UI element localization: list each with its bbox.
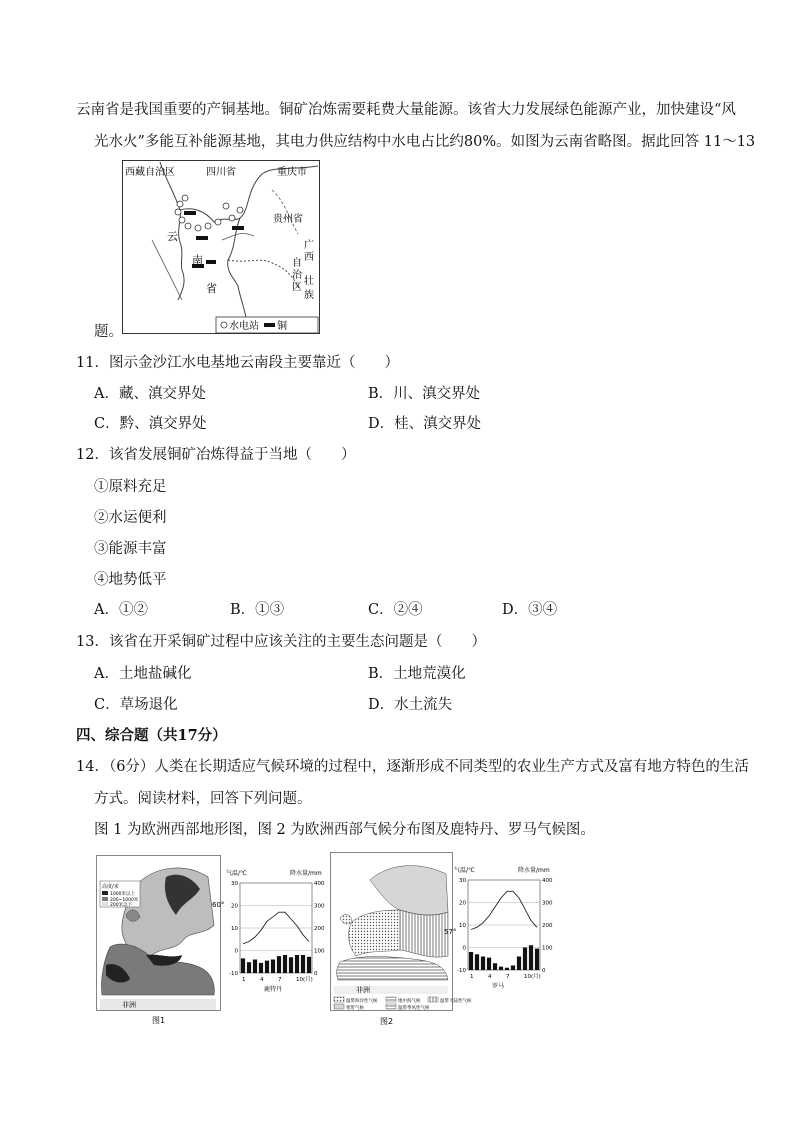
q12-item-4: ④地势低平 (94, 572, 167, 588)
label-guangxi-4: 族 (304, 290, 314, 301)
altitude-legend-3: 200米以下 (110, 903, 133, 908)
rotterdam-temp-tick: -10 (229, 971, 238, 977)
rome-precip-bar (535, 949, 539, 970)
q11-option-a[interactable]: A．藏、滇交界处 (94, 386, 206, 402)
climate-legend-1: 温带海洋性气候 (346, 999, 378, 1004)
figure-1 (96, 855, 328, 1025)
q13-option-b[interactable]: B．土地荒漠化 (368, 666, 466, 682)
rotterdam-precip-bar (265, 961, 269, 973)
rome-precip-bar (493, 963, 497, 970)
figure-2 (330, 852, 553, 1027)
fig2-caption: 图2 (380, 1017, 394, 1026)
altitude-legend-title: 高度/米 (102, 884, 119, 890)
rotterdam-precip-tick: 0 (314, 971, 318, 977)
rotterdam-precip-bar (241, 958, 245, 973)
q12-item-3: ③能源丰富 (94, 541, 167, 557)
q12-item-1: ①原料充足 (94, 479, 167, 495)
q13-stem: 13．该省在开采铜矿过程中应该关注的主要生态问题是（ ） (76, 634, 486, 650)
intro-line-2: 光水火”多能互补能源基地，其电力供应结构中水电占比约80%。如图为云南省略图。据此回答 11～13 (94, 134, 756, 150)
rotterdam-precip-bar (259, 963, 263, 973)
rotterdam-precip-bar (301, 955, 305, 973)
q13-option-c[interactable]: C．草场退化 (94, 697, 178, 713)
intro-line-1: 云南省是我国重要的产铜基地。铜矿冶炼需要耗费大量能源。该省大力发展绿色能源产业，加快建设“风 (76, 102, 736, 118)
rome-precip-bar (487, 958, 491, 970)
label-tibet: 西藏自治区 (125, 167, 175, 178)
legend-hydro: 水电站 (229, 321, 259, 332)
rotterdam-precip-axis-label: 降水量/mm (290, 870, 322, 877)
rotterdam-month-tick: 10(月) (296, 977, 313, 983)
rome-precip-bar (511, 966, 515, 971)
q14-stem-line-3: 图 1 为欧洲西部地形图，图 2 为欧洲西部气候分布图及鹿特丹、罗马气候图。 (94, 822, 595, 838)
rotterdam-precip-tick: 100 (314, 948, 325, 955)
rome-month-tick: 7 (506, 974, 510, 980)
rotterdam-precip-bar (253, 960, 257, 974)
rotterdam-temp-tick: 10 (231, 926, 238, 932)
q12-option-c[interactable]: C．②④ (368, 602, 423, 618)
rome-precip-bar (517, 957, 521, 971)
fig1-lat-label: 60° (212, 901, 225, 909)
fig2-africa-label: 非洲 (356, 986, 370, 994)
rotterdam-temp-tick: 30 (231, 881, 238, 887)
rome-precip-bar (475, 954, 479, 970)
rotterdam-precip-bar (277, 956, 281, 973)
q12-option-b[interactable]: B．①③ (230, 602, 285, 618)
rotterdam-temp-tick: 0 (234, 948, 238, 955)
rome-climograph (454, 866, 553, 990)
rome-precip-bar (529, 945, 533, 970)
rotterdam-precip-bar (307, 957, 311, 973)
rome-temp-tick: 0 (462, 945, 466, 952)
q12-option-d[interactable]: D．③④ (502, 602, 558, 618)
rome-temp-axis-label: 气温/℃ (454, 867, 475, 874)
rome-city-name: 罗马 (492, 983, 505, 990)
section-4-title: 四、综合题（共17分） (76, 727, 227, 744)
rotterdam-temp-tick: 20 (231, 903, 238, 910)
rotterdam-precip-bar (289, 957, 293, 973)
climate-legend-3: 温带大陆性气候 (440, 999, 472, 1004)
label-guangxi-5: 自 (292, 258, 302, 269)
rotterdam-month-tick: 4 (260, 977, 264, 983)
rome-precip-tick: 200 (542, 923, 553, 929)
label-guangxi-3: 壮 (304, 276, 314, 287)
q12-option-a[interactable]: A．①② (94, 602, 148, 618)
q11-option-b[interactable]: B．川、滇交界处 (368, 386, 481, 402)
q11-stem: 11．图示金沙江水电基地云南段主要靠近（ ） (76, 355, 399, 371)
rotterdam-city-name: 鹿特丹 (264, 986, 283, 993)
q14-stem-line-1: 14．（6分）人类在长期适应气候环境的过程中，逐渐形成不同类型的农业生产方式及富有地方特色的生活 (76, 759, 749, 775)
label-guangxi-6: 治 (292, 270, 302, 281)
q11-option-d[interactable]: D．桂、滇交界处 (368, 416, 482, 432)
q13-option-d[interactable]: D．水土流失 (368, 697, 453, 713)
fig1-caption: 图1 (152, 1016, 166, 1025)
legend-copper: 铜 (277, 321, 287, 332)
rome-month-tick: 1 (470, 974, 474, 980)
label-sichuan: 四川省 (206, 167, 236, 178)
q12-stem: 12．该省发展铜矿冶炼得益于当地（ ） (76, 447, 356, 463)
rome-precip-tick: 100 (542, 945, 553, 952)
rotterdam-precip-tick: 200 (314, 926, 325, 932)
rotterdam-month-tick: 1 (242, 977, 246, 983)
rome-precip-tick: 400 (542, 878, 553, 884)
rome-temp-tick: 10 (459, 923, 466, 929)
rome-precip-bar (469, 952, 473, 970)
rome-precip-tick: 300 (542, 900, 553, 907)
hydro-station-icon (221, 322, 227, 328)
rotterdam-precip-bar (247, 962, 251, 973)
rotterdam-precip-bar (271, 960, 275, 974)
copper-mine-icon (264, 323, 275, 327)
rotterdam-precip-tick: 300 (314, 903, 325, 910)
label-yun: 云 (167, 230, 178, 243)
rome-temp-tick: 20 (459, 900, 466, 907)
q12-item-2: ②水运便利 (94, 510, 167, 526)
label-guangxi-2: 西 (304, 252, 314, 263)
rome-precip-tick: 0 (542, 968, 546, 974)
label-guizhou: 贵州省 (273, 214, 303, 225)
rome-month-tick: 10(月) (524, 974, 541, 980)
fig2-lat-label: 57° (444, 928, 457, 936)
altitude-legend-2: 200~1000米 (110, 898, 139, 903)
label-chongqing: 重庆市 (277, 167, 307, 178)
q14-stem-line-2: 方式。阅读材料，回答下列问题。 (94, 791, 312, 807)
rome-precip-bar (505, 968, 509, 970)
rotterdam-month-tick: 7 (278, 977, 282, 983)
label-guangxi-1: 广 (304, 240, 314, 251)
rome-temp-tick: 30 (459, 878, 466, 884)
climate-legend-2: 地中海气候 (398, 999, 421, 1004)
climate-legend-4: 寒带气候 (346, 1006, 364, 1011)
rotterdam-climograph (226, 869, 325, 993)
label-nan: 南 (192, 254, 203, 267)
q11-option-c[interactable]: C．黔、滇交界处 (94, 416, 207, 432)
rome-precip-bar (499, 967, 503, 970)
label-guangxi-7: 区 (292, 282, 302, 293)
altitude-legend-1: 1000米以上 (110, 892, 135, 897)
rotterdam-precip-bar (295, 955, 299, 973)
rome-precip-axis-label: 降水量/mm (518, 867, 550, 874)
rotterdam-precip-bar (283, 955, 287, 973)
rome-temp-tick: -10 (457, 968, 466, 974)
rotterdam-precip-tick: 400 (314, 881, 325, 887)
rome-month-tick: 4 (488, 974, 492, 980)
fig1-africa-label: 非洲 (122, 1001, 136, 1009)
intro-line-3-end: 题。 (94, 324, 123, 340)
label-sheng: 省 (206, 282, 217, 295)
rome-precip-bar (481, 957, 485, 971)
climate-legend-5: 温带季风性气候 (398, 1006, 430, 1011)
rotterdam-temp-axis-label: 气温/℃ (226, 870, 247, 877)
q13-option-a[interactable]: A．土地盐碱化 (94, 666, 192, 682)
rome-precip-bar (523, 948, 527, 971)
yunnan-map (122, 160, 320, 334)
